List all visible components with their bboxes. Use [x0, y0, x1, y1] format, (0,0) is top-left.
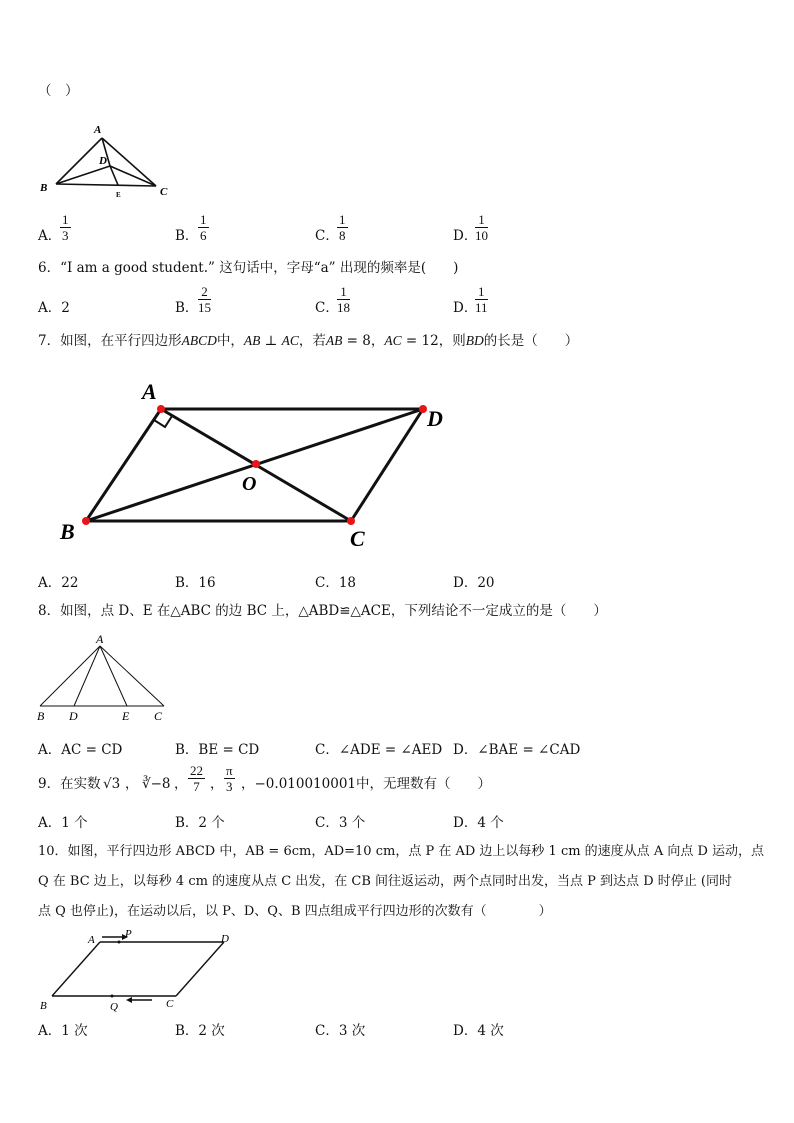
q7-option-c: C．18	[315, 575, 357, 591]
q8-label-e: E	[122, 709, 130, 723]
q7-label-a: A	[142, 379, 157, 404]
q9-option-d: D．4 个	[453, 815, 504, 831]
q9-stem-prefix: 9．在实数	[38, 776, 101, 792]
q5-option-a-fraction: $\frac{1}{3}$	[62, 212, 69, 243]
q5-label-d: D	[99, 155, 107, 167]
q9-comma-3: ，	[210, 776, 224, 792]
q9-comma-2: ，	[174, 776, 188, 792]
q7-label-d: D	[427, 406, 443, 431]
q5-option-d-label: D．	[453, 228, 478, 244]
q8-triangle-figure	[34, 632, 174, 724]
q10-stem-line-3: 点 Q 也停止)，在运动以后，以 P、D、Q、B 四点组成平行四边形的次数有（ ）	[38, 904, 552, 919]
q5-label-a: A	[94, 124, 102, 136]
q9-sqrt3: √3	[103, 776, 121, 792]
q9-option-b: B．2 个	[175, 815, 225, 831]
q5-option-c-fraction: $\frac{1}{8}$	[339, 212, 346, 243]
q7-parallelogram-figure	[50, 372, 460, 557]
q7-label-b: B	[60, 519, 75, 544]
q10-label-p: P	[125, 928, 132, 940]
q8-label-b: B	[37, 709, 45, 723]
q10-label-q: Q	[110, 1001, 118, 1013]
q8-label-c: C	[154, 709, 163, 723]
q8-option-d: D．∠BAE = ∠CAD	[453, 742, 581, 758]
q7-option-d: D．20	[453, 575, 495, 591]
q5-label-c: C	[160, 186, 168, 198]
q10-option-d: D．4 次	[453, 1023, 504, 1039]
q7-option-a: A．22	[38, 575, 79, 591]
q9-stem-suffix: ，−0.010010001中，无理数有（ ）	[241, 776, 491, 792]
q10-label-b: B	[40, 1000, 47, 1012]
q8-option-a: A．AC = CD	[38, 742, 123, 758]
q6-option-c-fraction: $\frac{1}{18}$	[337, 284, 350, 315]
q6-stem: 6．“I am a good student.” 这句话中，字母“a” 出现的频率是( )	[38, 260, 459, 276]
q8-option-c: C．∠ADE = ∠AED	[315, 742, 443, 758]
q6-option-a: A．2	[38, 300, 70, 316]
q6-option-d-fraction: $\frac{1}{11}$	[475, 284, 488, 315]
q7-option-b: B．16	[175, 575, 216, 591]
q10-stem-line-2: Q 在 BC 边上，以每秒 4 cm 的速度从点 C 出发，在 CB 间往返运动，两个点同时出发，当点 P 到达点 D 时停止 (同时	[38, 874, 732, 889]
q9-comma-1: ，	[125, 776, 139, 792]
q5-triangle-figure	[36, 120, 176, 200]
q6-option-b-label: B．	[175, 300, 199, 316]
q8-option-b: B．BE = CD	[175, 742, 260, 758]
q10-option-b: B．2 次	[175, 1023, 225, 1039]
q7-stem: 7．如图，在平行四边形ABCD中，AB ⊥ AC，若AB = 8，AC = 12，则BD的长是（ ）	[38, 333, 579, 349]
q9-option-a: A．1 个	[38, 815, 88, 831]
answer-paren: （ ）	[38, 83, 79, 99]
q9-cube-root: ∛−8	[142, 776, 171, 792]
q9-fraction-22-7: $\frac{22}{7}$	[190, 763, 203, 794]
q5-option-b-label: B．	[175, 228, 199, 244]
q10-label-d: D	[221, 933, 229, 945]
q5-option-c-label: C．	[315, 228, 339, 244]
q6-option-d-label: D．	[453, 300, 478, 316]
q7-label-c: C	[350, 526, 365, 551]
q10-label-a: A	[88, 934, 95, 946]
q5-option-b-fraction: $\frac{1}{6}$	[200, 212, 207, 243]
q10-option-c: C．3 次	[315, 1023, 366, 1039]
q10-option-a: A．1 次	[38, 1023, 88, 1039]
q5-option-a-label: A．	[38, 228, 62, 244]
q7-label-o: O	[242, 473, 257, 495]
q6-option-b-fraction: $\frac{2}{15}$	[198, 284, 211, 315]
q10-label-c: C	[166, 998, 174, 1010]
q6-option-c-label: C．	[315, 300, 339, 316]
q8-label-d: D	[69, 709, 78, 723]
q5-option-d-fraction: $\frac{1}{10}$	[475, 212, 488, 243]
q5-label-e: E	[116, 191, 121, 199]
q10-stem-line-1: 10．如图，平行四边形 ABCD 中，AB = 6cm，AD=10 cm，点 P 在 AD 边上以每秒 1 cm 的速度从点 A 向点 D 运动，点	[38, 844, 765, 859]
q10-parallelogram-figure	[34, 928, 244, 1016]
q5-label-b: B	[40, 182, 48, 194]
q8-stem: 8．如图，点 D、E 在△ABC 的边 BC 上，△ABD≌△ACE，下列结论不一定成立的是（ ）	[38, 603, 607, 619]
q9-option-c: C．3 个	[315, 815, 366, 831]
q8-label-a: A	[96, 632, 104, 646]
q9-fraction-pi-3: $\frac{\pi}{3}$	[226, 763, 233, 794]
